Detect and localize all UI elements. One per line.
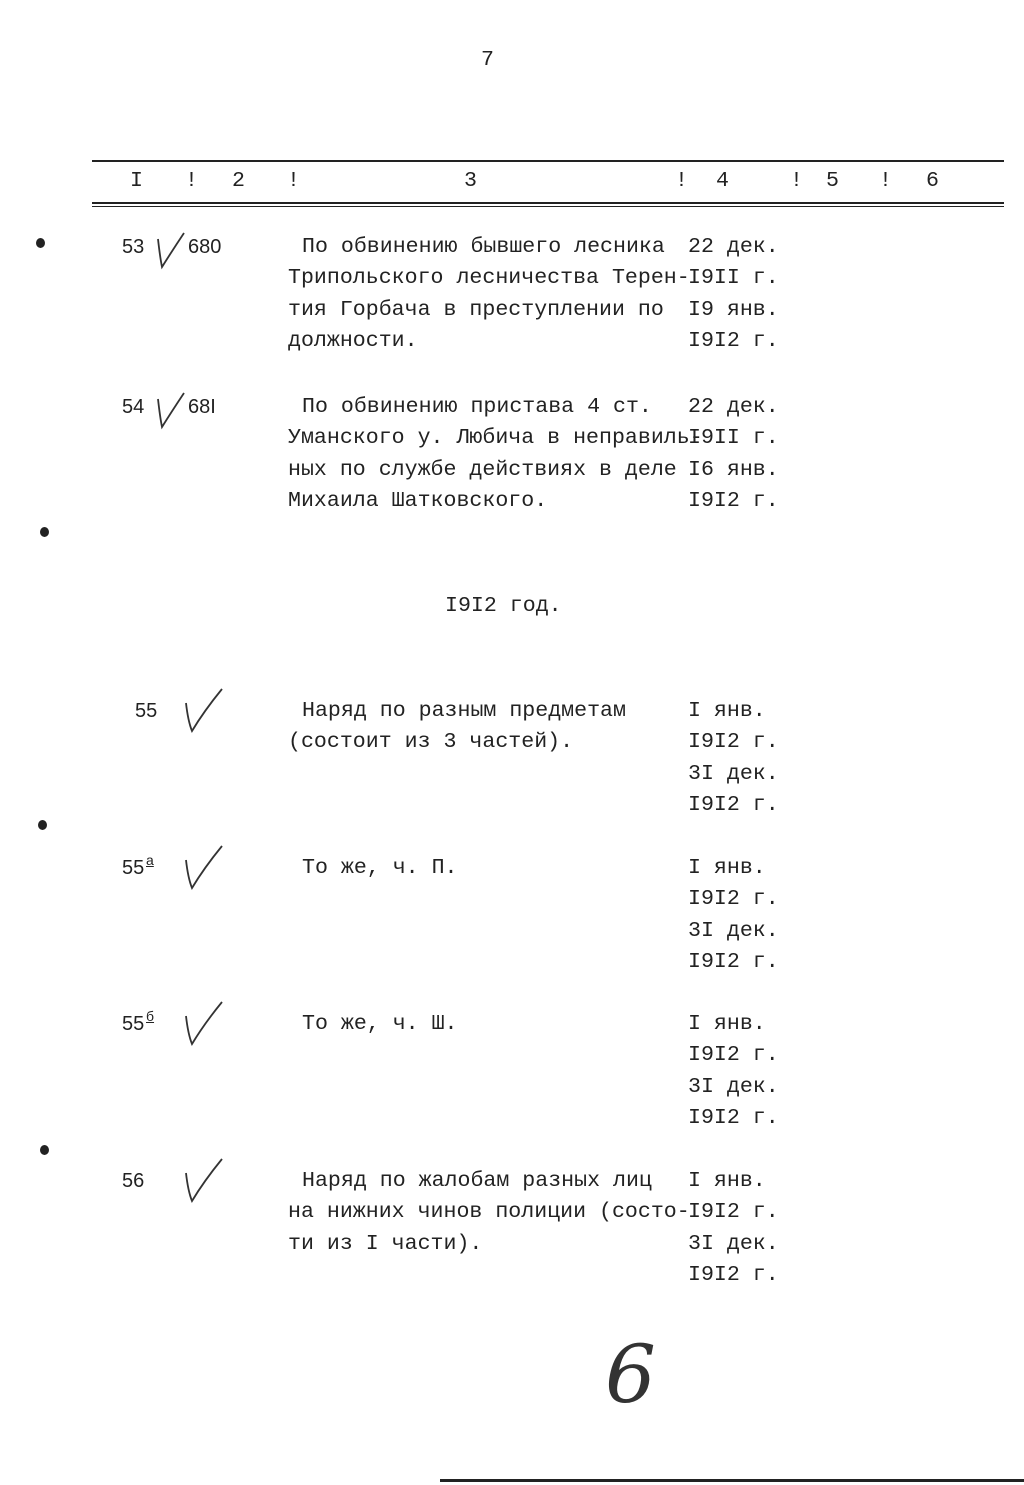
entry-date: 3I дек.	[688, 1074, 779, 1099]
entry-number: 55	[135, 700, 158, 722]
handwritten-sheet-number: 6	[605, 1328, 656, 1421]
column-header: 3	[464, 169, 477, 193]
entry-date: I9I2 г.	[688, 792, 779, 817]
entry-description-line: То же, ч. П.	[302, 856, 458, 880]
entry-number: 55	[122, 857, 145, 879]
entry-date: I янв.	[688, 1169, 766, 1193]
entry-description-line: тия Горбача в преступлении по	[288, 297, 664, 322]
checkmark-icon	[178, 838, 228, 898]
entry-date: I6 янв.	[688, 457, 779, 482]
checkmark-icon	[178, 1151, 228, 1211]
old-reference-number: 680	[188, 236, 222, 258]
binding-hole-mark	[40, 1145, 49, 1155]
binding-hole-mark	[40, 527, 49, 537]
entry-date: I9I2 г.	[688, 949, 779, 974]
column-separator: !	[675, 169, 688, 193]
entry-number: 55	[122, 1013, 145, 1035]
entry-date: I9I2 г.	[688, 1262, 779, 1287]
entry-description-line: Наряд по жалобам разных лиц	[302, 1169, 652, 1193]
entry-number: 56	[122, 1170, 145, 1192]
entry-date: I9I2 г.	[688, 328, 779, 353]
entry-description-line: Уманского у. Любича в неправиль-	[288, 426, 703, 451]
entry-date: 22 дек.	[688, 235, 779, 259]
entry-description-line: ных по службе действиях в деле	[288, 457, 677, 482]
entry-date: I янв.	[688, 1012, 766, 1036]
entry-description-line: (состоит из 3 частей).	[288, 730, 574, 755]
old-reference-number: 68I	[188, 396, 216, 418]
column-header: 2	[232, 169, 245, 193]
entry-date: 3I дек.	[688, 1231, 779, 1256]
column-header: I	[130, 169, 143, 193]
entry-number-suffix: б	[146, 1008, 155, 1024]
header-bottom-rule-2	[92, 206, 1004, 207]
entry-description-line: Наряд по разным предметам	[302, 699, 626, 723]
entry-date: I янв.	[688, 699, 766, 723]
header-top-rule	[92, 160, 1004, 162]
section-heading: I9I2 год.	[445, 594, 562, 618]
entry-date: 3I дек.	[688, 761, 779, 786]
column-separator: !	[185, 169, 198, 193]
page-number: 7	[481, 48, 494, 72]
entry-number-suffix: а	[146, 852, 154, 868]
entry-date: 3I дек.	[688, 918, 779, 943]
entry-date: I9II г.	[688, 266, 779, 291]
column-separator: !	[287, 169, 300, 193]
entry-date: I9I2 г.	[688, 488, 779, 513]
bottom-rule	[440, 1479, 1024, 1482]
entry-description-line: Трипольского лесничества Терен-	[288, 266, 690, 291]
entry-description-line: По обвинению бывшего лесника	[302, 235, 665, 259]
checkmark-icon	[150, 227, 200, 287]
entry-description-line: должности.	[288, 328, 418, 353]
column-separator: !	[879, 169, 892, 193]
column-separator: !	[790, 169, 803, 193]
entry-number: 54	[122, 396, 145, 418]
header-bottom-rule	[92, 202, 1004, 204]
column-header: 5	[826, 169, 839, 193]
binding-hole-mark	[36, 238, 45, 248]
entry-description-line: Михаила Шатковского.	[288, 488, 548, 513]
entry-date: I9I2 г.	[688, 730, 779, 755]
checkmark-icon	[178, 681, 228, 741]
entry-date: I9I2 г.	[688, 1105, 779, 1130]
entry-date: I9I2 г.	[688, 887, 779, 912]
entry-number: 53	[122, 236, 145, 258]
entry-date: I9I2 г.	[688, 1043, 779, 1068]
entry-date: I янв.	[688, 856, 766, 880]
entry-description-line: на нижних чинов полиции (состо-	[288, 1200, 690, 1225]
entry-description-line: По обвинению пристава 4 ст.	[302, 395, 652, 419]
column-header: 6	[926, 169, 939, 193]
checkmark-icon	[178, 994, 228, 1054]
entry-date: I9 янв.	[688, 297, 779, 322]
binding-hole-mark	[38, 820, 47, 830]
entry-description-line: ти из I части).	[288, 1231, 483, 1256]
column-header: 4	[716, 169, 729, 193]
checkmark-icon	[150, 387, 200, 447]
entry-date: I9II г.	[688, 426, 779, 451]
entry-description-line: То же, ч. Ш.	[302, 1012, 458, 1036]
entry-date: 22 дек.	[688, 395, 779, 419]
entry-date: I9I2 г.	[688, 1200, 779, 1225]
